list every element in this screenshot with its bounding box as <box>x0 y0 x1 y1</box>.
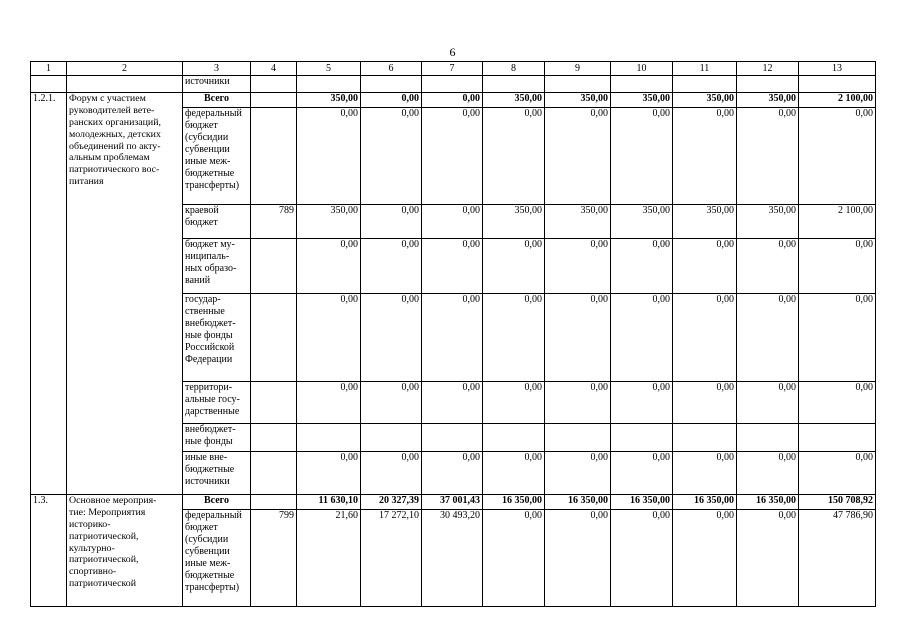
value-cell: 350,00 <box>737 93 799 108</box>
value-cell <box>361 76 422 93</box>
value-cell <box>422 76 483 93</box>
value-cell: 0,00 <box>737 510 799 607</box>
value-cell: 0,00 <box>422 108 483 205</box>
value-cell: 0,00 <box>673 294 737 382</box>
value-cell: 0,00 <box>673 452 737 495</box>
value-cell: 0,00 <box>737 108 799 205</box>
column-header: 7 <box>422 62 483 76</box>
value-cell: 37 001,43 <box>422 495 483 510</box>
table-row <box>31 495 876 510</box>
value-cell: 16 350,00 <box>611 495 673 510</box>
value-cell: 0,00 <box>361 108 422 205</box>
column-header: 2 <box>67 62 183 76</box>
value-cell <box>545 76 611 93</box>
budget-code <box>251 93 297 108</box>
value-cell: 0,00 <box>545 452 611 495</box>
value-cell <box>673 424 737 452</box>
value-cell: 16 350,00 <box>737 495 799 510</box>
value-cell: 0,00 <box>545 108 611 205</box>
budget-code: 799 <box>251 510 297 607</box>
value-cell: 350,00 <box>611 205 673 239</box>
budget-code <box>251 452 297 495</box>
budget-code <box>251 382 297 424</box>
value-cell: 350,00 <box>297 205 361 239</box>
budget-code <box>251 495 297 510</box>
value-cell: 350,00 <box>483 93 545 108</box>
funding-source: Всего <box>183 93 251 108</box>
continuation-row <box>31 76 876 93</box>
funding-source: Всего <box>183 495 251 510</box>
value-cell: 0,00 <box>483 510 545 607</box>
funding-source: территори- альные госу- дарственные <box>183 382 251 424</box>
value-cell: 2 100,00 <box>799 93 876 108</box>
funding-source: государ- ственные внебюджет- ные фонды Российской Федерации <box>183 294 251 382</box>
column-header: 3 <box>183 62 251 76</box>
value-cell <box>422 424 483 452</box>
funding-source: бюджет му- ниципаль- ных образо- ваний <box>183 239 251 294</box>
value-cell: 0,00 <box>799 239 876 294</box>
value-cell: 0,00 <box>297 382 361 424</box>
value-cell: 0,00 <box>673 382 737 424</box>
budget-code <box>251 424 297 452</box>
value-cell: 0,00 <box>673 239 737 294</box>
value-cell: 0,00 <box>673 510 737 607</box>
value-cell <box>361 424 422 452</box>
item-name: Форум с участием руководителей вете- ранских организаций, молодежных, детских объединений по акту- альным проблемам патриотического вос- питания <box>67 93 183 495</box>
value-cell: 350,00 <box>611 93 673 108</box>
value-cell: 0,00 <box>297 108 361 205</box>
funding-source: иные вне- бюджетные источники <box>183 452 251 495</box>
value-cell: 0,00 <box>545 294 611 382</box>
value-cell: 0,00 <box>611 294 673 382</box>
value-cell: 0,00 <box>737 452 799 495</box>
budget-table <box>30 61 876 607</box>
value-cell: 0,00 <box>361 294 422 382</box>
value-cell: 0,00 <box>545 510 611 607</box>
column-header: 13 <box>799 62 876 76</box>
value-cell: 350,00 <box>545 205 611 239</box>
column-header: 8 <box>483 62 545 76</box>
value-cell: 20 327,39 <box>361 495 422 510</box>
value-cell: 0,00 <box>297 294 361 382</box>
value-cell: 0,00 <box>422 205 483 239</box>
value-cell <box>737 76 799 93</box>
item-code: 1.2.1. <box>31 93 67 495</box>
value-cell <box>673 76 737 93</box>
value-cell: 0,00 <box>737 382 799 424</box>
column-header: 5 <box>297 62 361 76</box>
code-cell <box>31 76 67 93</box>
value-cell: 0,00 <box>297 452 361 495</box>
value-cell: 16 350,00 <box>483 495 545 510</box>
value-cell <box>483 76 545 93</box>
value-cell <box>799 424 876 452</box>
column-header: 4 <box>251 62 297 76</box>
value-cell <box>611 76 673 93</box>
value-cell <box>297 424 361 452</box>
column-header: 12 <box>737 62 799 76</box>
value-cell: 0,00 <box>361 452 422 495</box>
value-cell: 17 272,10 <box>361 510 422 607</box>
value-cell <box>483 424 545 452</box>
value-cell: 350,00 <box>483 205 545 239</box>
value-cell: 30 493,20 <box>422 510 483 607</box>
value-cell <box>251 76 297 93</box>
value-cell: 0,00 <box>297 239 361 294</box>
value-cell: 47 786,90 <box>799 510 876 607</box>
value-cell <box>611 424 673 452</box>
value-cell: 350,00 <box>545 93 611 108</box>
value-cell: 0,00 <box>737 294 799 382</box>
funding-source: федеральный бюджет (субсидии субвенции иные меж- бюджетные трансферты) <box>183 510 251 607</box>
value-cell <box>799 76 876 93</box>
value-cell <box>297 76 361 93</box>
item-name: Основное мероприя- тие: Мероприятия историко- патриотической, культурно- патриотической, спортивно- патриотической <box>67 495 183 607</box>
value-cell: 350,00 <box>737 205 799 239</box>
value-cell: 0,00 <box>422 93 483 108</box>
value-cell: 150 708,92 <box>799 495 876 510</box>
value-cell: 0,00 <box>673 108 737 205</box>
column-header: 1 <box>31 62 67 76</box>
value-cell: 0,00 <box>611 510 673 607</box>
value-cell: 0,00 <box>422 452 483 495</box>
table-body <box>31 62 876 607</box>
column-header: 6 <box>361 62 422 76</box>
funding-source: краевой бюджет <box>183 205 251 239</box>
value-cell: 16 350,00 <box>545 495 611 510</box>
value-cell: 0,00 <box>361 239 422 294</box>
page-number: 6 <box>449 45 456 59</box>
value-cell: 0,00 <box>422 294 483 382</box>
value-cell: 2 100,00 <box>799 205 876 239</box>
value-cell <box>737 424 799 452</box>
value-cell: 0,00 <box>799 294 876 382</box>
value-cell: 350,00 <box>673 93 737 108</box>
name-cell <box>67 76 183 93</box>
value-cell: 21,60 <box>297 510 361 607</box>
value-cell: 0,00 <box>799 108 876 205</box>
item-code: 1.3. <box>31 495 67 607</box>
value-cell: 0,00 <box>611 239 673 294</box>
column-header: 10 <box>611 62 673 76</box>
budget-code: 789 <box>251 205 297 239</box>
value-cell: 0,00 <box>483 382 545 424</box>
source-cell: источники <box>183 76 251 93</box>
column-header: 9 <box>545 62 611 76</box>
funding-source: внебюджет- ные фонды <box>183 424 251 452</box>
header-row <box>31 62 876 76</box>
value-cell: 0,00 <box>483 108 545 205</box>
value-cell: 0,00 <box>422 239 483 294</box>
value-cell: 0,00 <box>799 382 876 424</box>
value-cell: 0,00 <box>483 294 545 382</box>
budget-code <box>251 239 297 294</box>
budget-code <box>251 294 297 382</box>
value-cell: 0,00 <box>545 239 611 294</box>
column-header: 11 <box>673 62 737 76</box>
value-cell: 0,00 <box>737 239 799 294</box>
value-cell: 350,00 <box>673 205 737 239</box>
value-cell: 0,00 <box>422 382 483 424</box>
value-cell: 0,00 <box>799 452 876 495</box>
funding-source: федеральный бюджет (субсидии субвенции иные меж- бюджетные трансферты) <box>183 108 251 205</box>
value-cell: 0,00 <box>483 239 545 294</box>
table-row <box>31 93 876 108</box>
value-cell: 350,00 <box>297 93 361 108</box>
budget-code <box>251 108 297 205</box>
value-cell: 11 630,10 <box>297 495 361 510</box>
value-cell: 16 350,00 <box>673 495 737 510</box>
value-cell: 0,00 <box>483 452 545 495</box>
value-cell: 0,00 <box>545 382 611 424</box>
value-cell <box>545 424 611 452</box>
value-cell: 0,00 <box>361 93 422 108</box>
value-cell: 0,00 <box>611 108 673 205</box>
value-cell: 0,00 <box>611 452 673 495</box>
value-cell: 0,00 <box>611 382 673 424</box>
value-cell: 0,00 <box>361 205 422 239</box>
value-cell: 0,00 <box>361 382 422 424</box>
